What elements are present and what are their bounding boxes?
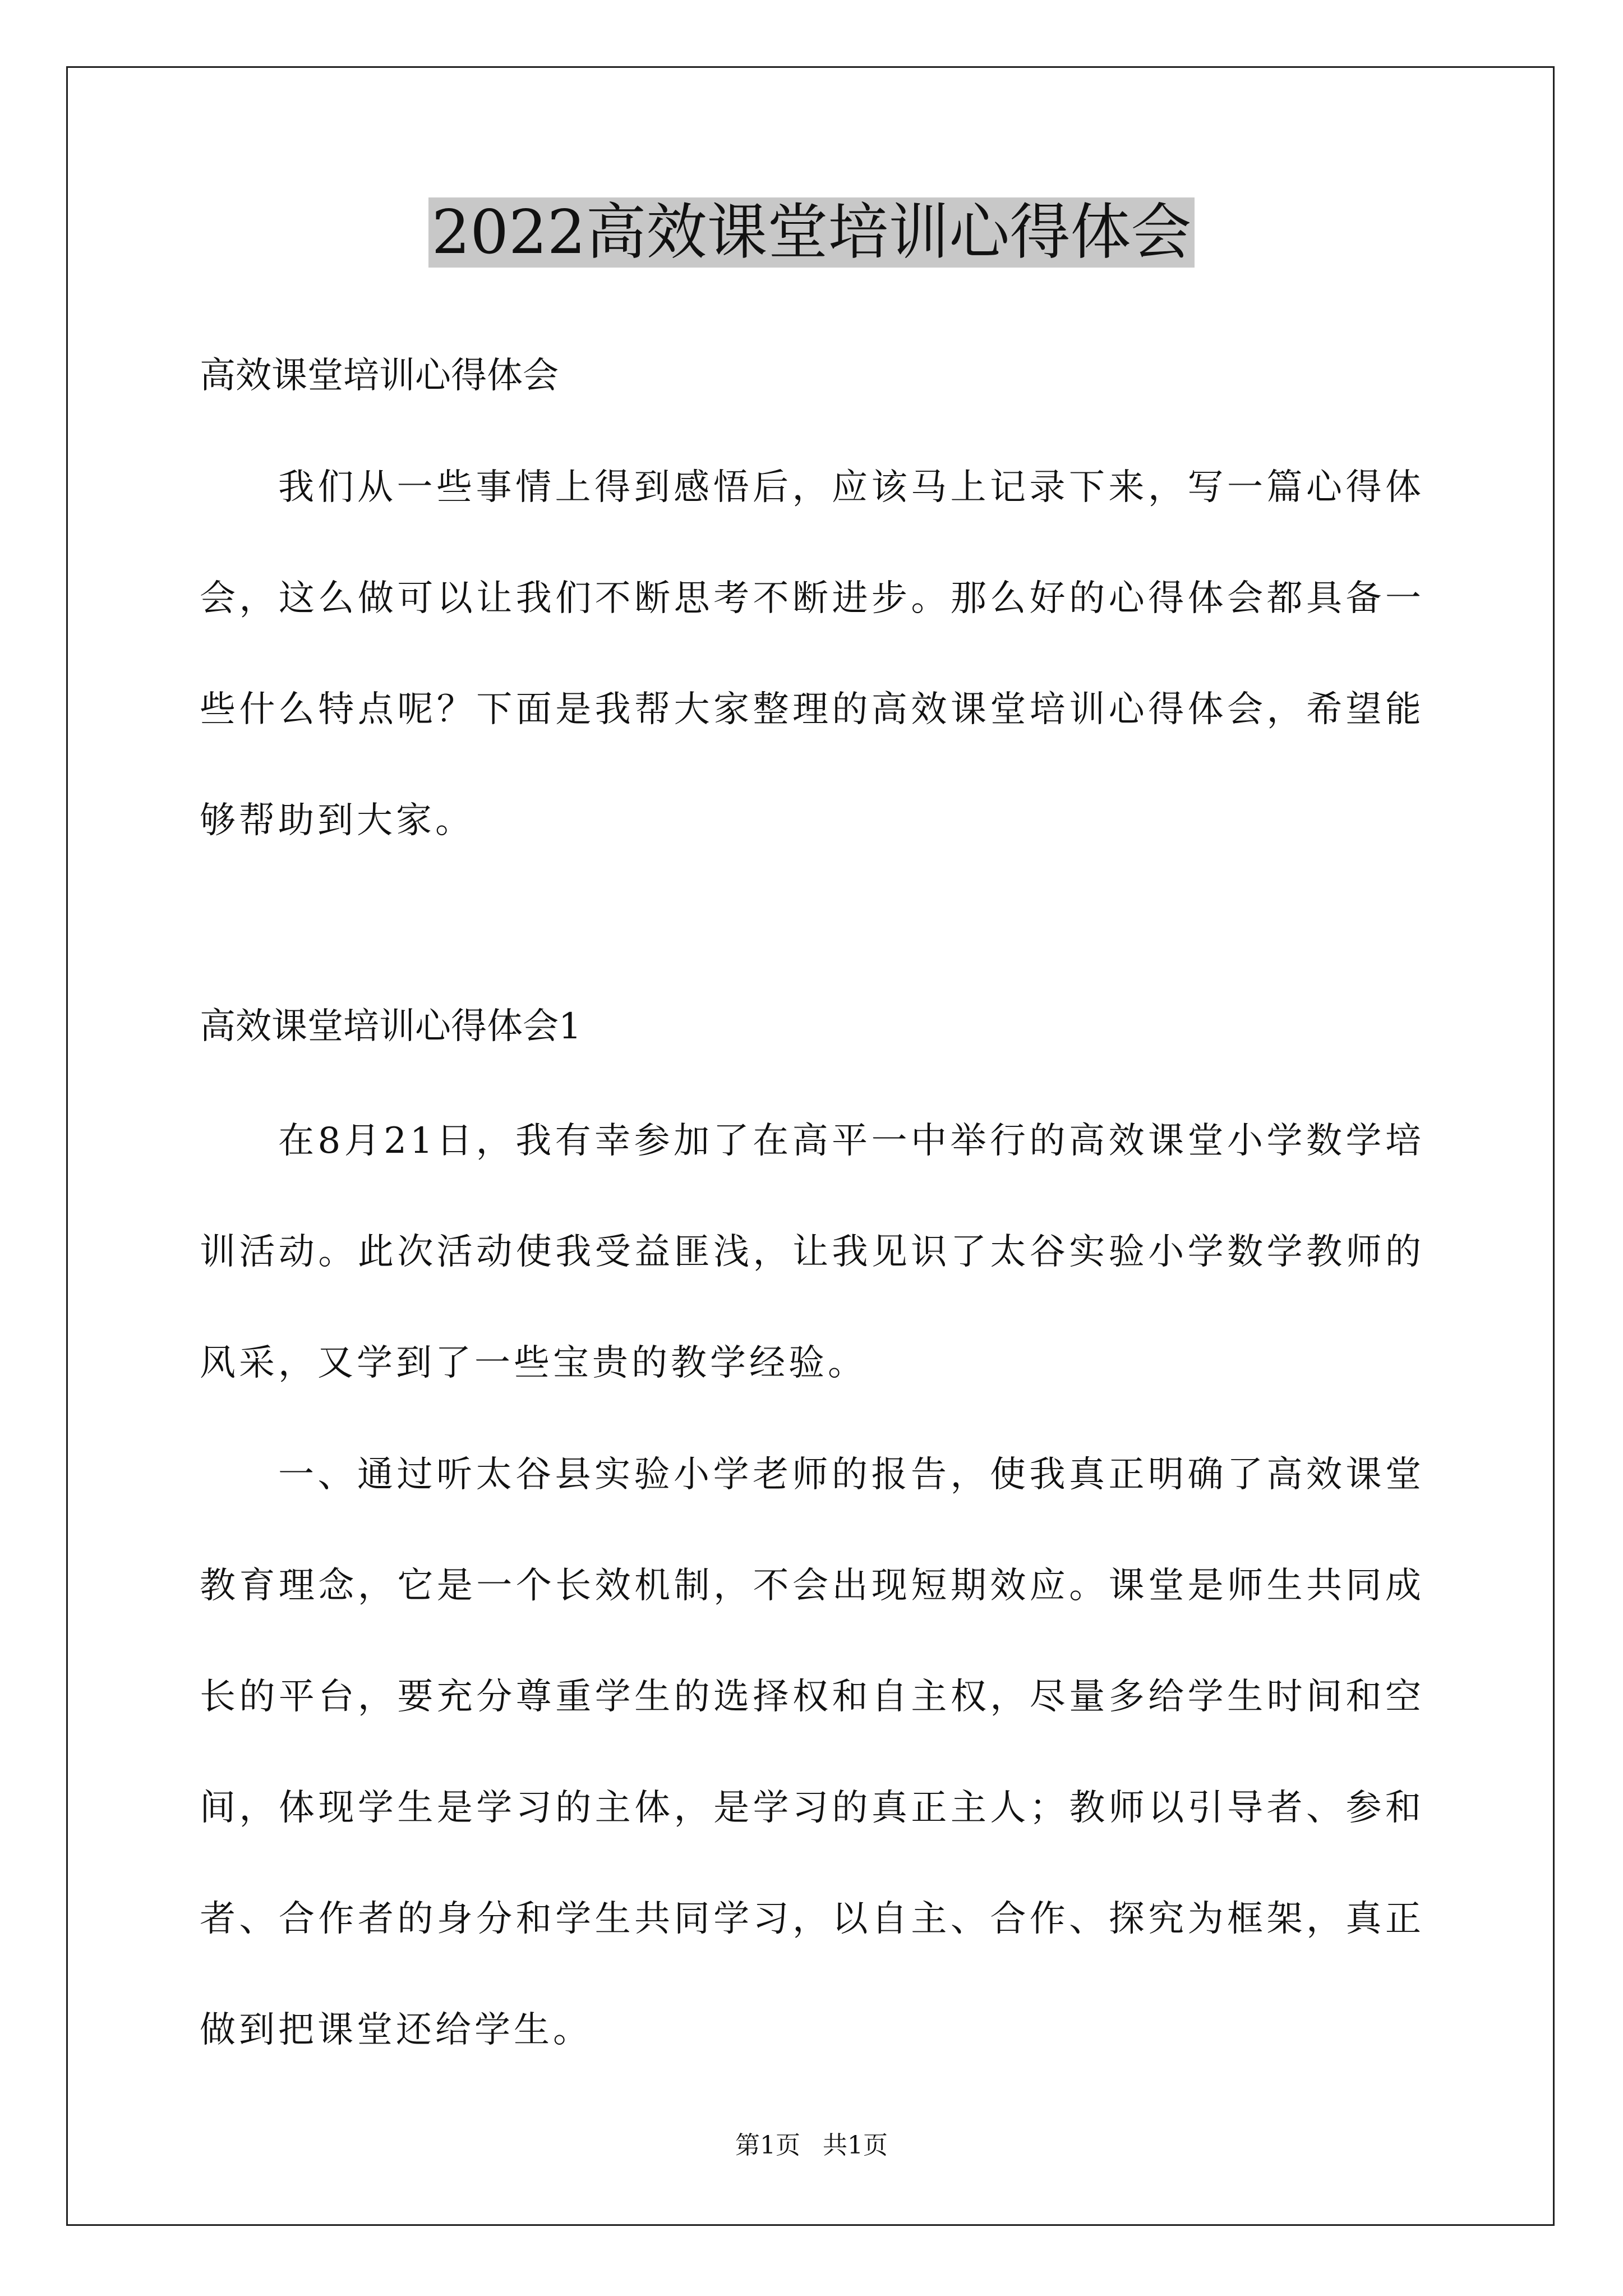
document-title <box>0 191 1623 275</box>
section-heading: 高效课堂培训心得体会1 <box>200 1006 582 1047</box>
section-paragraph-2: 一、通过听太谷县实验小学老师的报告，使我真正明确了高效课堂教育理念，它是一个长效机制，不会出现短期效应。课堂是师生共同成长的平台，要充分尊重学生的选择权和自主权，尽量多给学生时间和空间，体现学生是学习的主体，是学习的真正主人；教师以引导者、参和者、合作者的身分和学生共同学习，以自主、合作、探究为框架，真正做到把课堂还给学生。 <box>200 1454 1424 2051</box>
intro-paragraph: 我们从一些事情上得到感悟后，应该马上记录下来，写一篇心得体会，这么做可以让我们不断思考不断进步。那么好的心得体会都具备一些什么特点呢？下面是我帮大家整理的高效课堂培训心得体会，希望能够帮助到大家。 <box>200 467 1424 841</box>
page-total: 共1页 <box>823 2131 888 2160</box>
section-paragraph-1: 在8月21日，我有幸参加了在高平一中举行的高效课堂小学数学培训活动。此次活动使我受益匪浅，让我见识了太谷实验小学数学教师的风采，又学到了一些宝贵的教学经验。 <box>200 1120 1424 1384</box>
document-title-text: 2022高效课堂培训心得体会 <box>428 197 1195 268</box>
page-footer <box>0 2129 1623 2162</box>
intro-heading: 高效课堂培训心得体会 <box>200 355 559 397</box>
page-number: 第1页 <box>735 2131 800 2160</box>
